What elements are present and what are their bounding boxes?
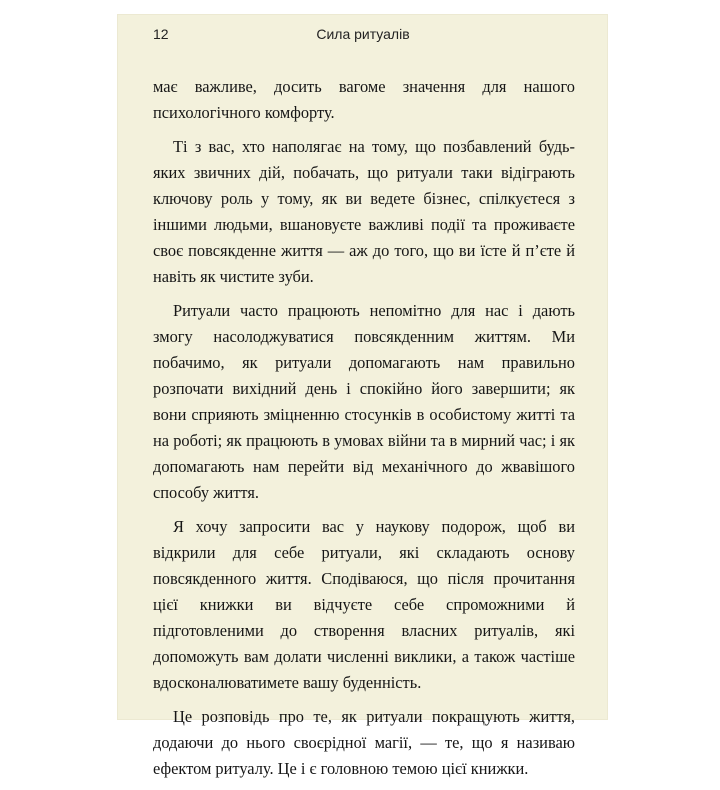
paragraph: Я хочу запросити вас у наукову подорож, щоб ви відкрили для себе ритуали, які складають основу повсякденного життя. Сподіваюся, що після прочитання цієї книжки ви відчуєте себе спроможними й підготовленими до створення власних ритуалів, які допоможуть вам долати численні виклики, а також частіше вдосконалюватимете вашу буденність.	[153, 517, 575, 692]
page-header	[153, 26, 573, 50]
running-title: Сила ритуалів	[316, 26, 410, 42]
paragraph: Ті з вас, хто наполягає на тому, що позбавлений будь-яких звичних дій, побачать, що ритуали таки відіграють ключову роль у тому, як ви ведете бізнес, спілкуєтеся з іншими людьми, вшановуєте важливі події та проживаєте своє повсякденне життя — аж до того, що ви їсте й п’єте й навіть як чистите зуби.	[153, 137, 575, 286]
paragraph: Це розповідь про те, як ритуали покращують життя, додаючи до нього своєрідної магії, — те, що я називаю ефектом ритуалу. Це і є головною темою цієї книжки.	[153, 707, 575, 778]
book-page	[117, 14, 608, 778]
page-number: 12	[153, 26, 169, 42]
paragraph: має важливе, досить вагоме значення для нашого психологічного комфорту.	[153, 77, 575, 122]
paragraph: Ритуали часто працюють непомітно для нас і дають змогу насолоджуватися повсякденним життям. Ми побачимо, як ритуали допомагають нам правильно розпочати вихідний день і спокійно його завершити; як вони сприяють зміцненню стосунків в особистому житті та на роботі; як працюють в умовах війни та в мирний час; і як допомагають нам перейти від механічного до жвавішого способу життя.	[153, 301, 575, 502]
body-text	[153, 74, 575, 790]
